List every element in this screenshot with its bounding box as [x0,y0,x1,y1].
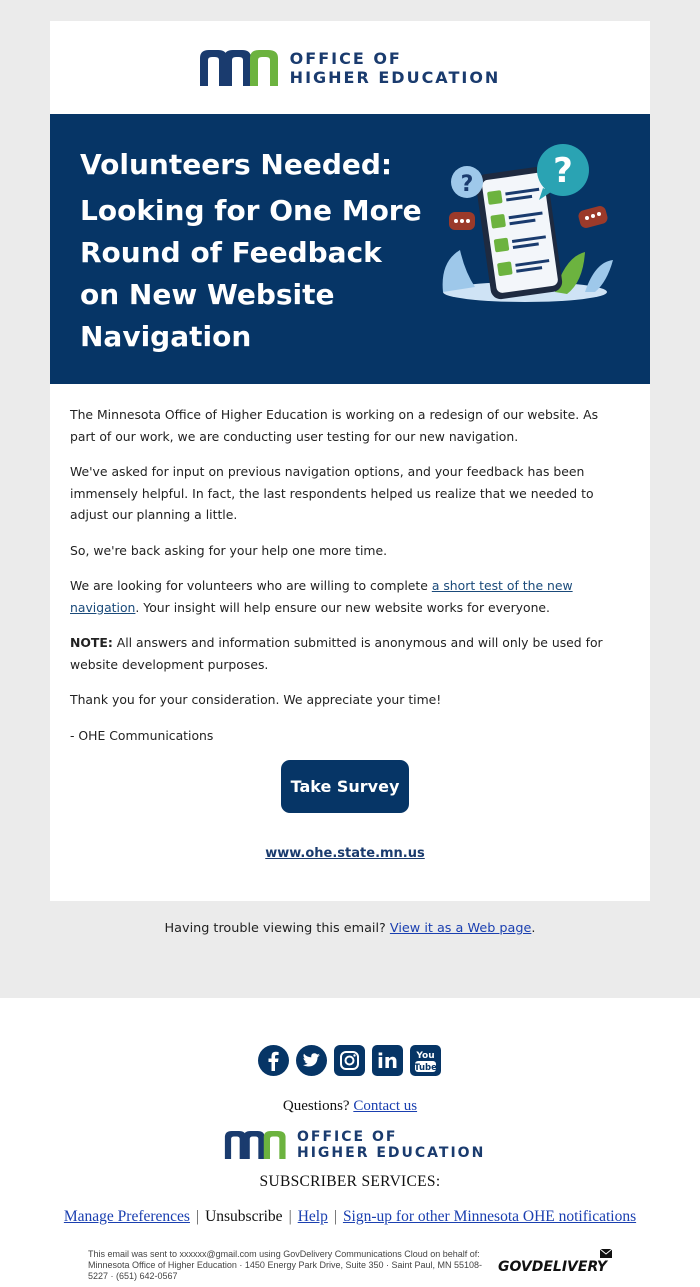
twitter-icon[interactable] [296,1045,327,1076]
trouble-viewing-notice [0,921,700,936]
subscriber-services-heading: SUBSCRIBER SERVICES: [259,1173,441,1190]
email-card [50,21,650,901]
paragraph-volunteers [70,575,620,618]
paragraph-intro: The Minnesota Office of Higher Education is working on a redesign of our website. As part of our work, we are conducting user testing for our new navigation. [70,407,599,444]
signoff: - OHE Communications [70,727,214,743]
separator: | [195,1208,200,1225]
manage-preferences-link[interactable]: Manage Preferences [63,1208,190,1225]
contact-us-link[interactable]: Contact us [353,1098,418,1114]
hero-title-rest: Looking for One More Round of Feedback on New Website Navigation [80,194,422,353]
govdelivery-text: GOVDELIVERY [498,1259,608,1275]
volunteers-text-after: . Your insight will help ensure our new website works for everyone. [135,599,550,615]
email-body [50,384,650,865]
ohe-logo[interactable] [200,49,501,87]
hero-banner [50,114,650,384]
view-as-web-page-link[interactable]: View it as a Web page [389,921,532,936]
take-survey-button[interactable]: Take Survey [281,760,409,813]
paragraph-previous-feedback: We've asked for input on previous navigation options, and your feedback has been immensely helpful. In fact, the last respondents helped us realize that we needed to adjust our planning a little. [70,464,594,522]
hero-title [80,144,425,358]
trouble-text: Having trouble viewing this email? [164,921,390,936]
volunteers-text-before: We are looking for volunteers who are willing to complete [70,578,432,593]
mn-logo-mark-icon [224,1131,288,1159]
separator: | [288,1208,292,1225]
cta-row [70,760,620,813]
logo-line-1: OFFICE OF [289,48,402,68]
help-link[interactable]: Help [297,1208,328,1225]
legal-notice: This email was sent to xxxxxx@gmail.com using GovDelivery Communications Cloud on behalf of: Minnesota Office of Higher Education · 1450 Energy Park Drive, Suite 350 · Saint Paul, MN 55108-5227 · (651) 642-0567 [88,1249,483,1281]
youtube-label-bottom: Tube [414,1063,437,1073]
govdelivery-logo[interactable] [497,1247,615,1277]
svg-text:?: ? [553,151,573,191]
envelope-icon [600,1249,612,1258]
unsubscribe-link[interactable]: Unsubscribe [205,1208,283,1225]
linkedin-label: in [376,1049,399,1073]
youtube-label-top: You [416,1051,435,1061]
mn-logo-mark-icon [200,50,280,86]
short-test-link[interactable]: a short test of the new navigation [70,578,573,615]
youtube-icon[interactable] [410,1045,441,1076]
subscriber-links [0,1208,700,1226]
footer-logo-line-1: OFFICE OF [297,1129,398,1145]
social-links [258,1045,441,1076]
logo-line-2: HIGHER EDUCATION [289,67,501,87]
svg-text:?: ? [460,172,474,197]
footer-logo-line-2: HIGHER EDUCATION [297,1145,486,1161]
signup-other-notifications-link[interactable]: Sign-up for other Minnesota OHE notifications [342,1208,637,1225]
logo-text [290,49,501,87]
questions-text: Questions? [282,1098,354,1114]
footer [0,998,700,1287]
survey-clipboard-illustration-icon [435,142,615,307]
instagram-icon[interactable] [334,1045,365,1076]
footer-logo-text [297,1129,485,1161]
trouble-end: . [531,921,536,936]
paragraph-thank-you: Thank you for your consideration. We appreciate your time! [70,692,442,707]
note-text: All answers and information submitted is anonymous and will only be used for website development purposes. [70,635,603,672]
paragraph-note [70,632,620,675]
paragraph-back-asking: So, we're back asking for your help one more time. [70,542,388,558]
website-link[interactable]: www.ohe.state.mn.us [265,846,425,861]
linkedin-icon[interactable] [372,1045,403,1076]
facebook-icon[interactable] [258,1045,289,1076]
note-label: NOTE: [70,635,113,650]
hero-title-line-1: Volunteers Needed: [80,148,393,181]
separator: | [333,1208,337,1225]
footer-ohe-logo[interactable] [224,1129,485,1161]
questions-line [0,1098,700,1115]
header [50,21,650,114]
